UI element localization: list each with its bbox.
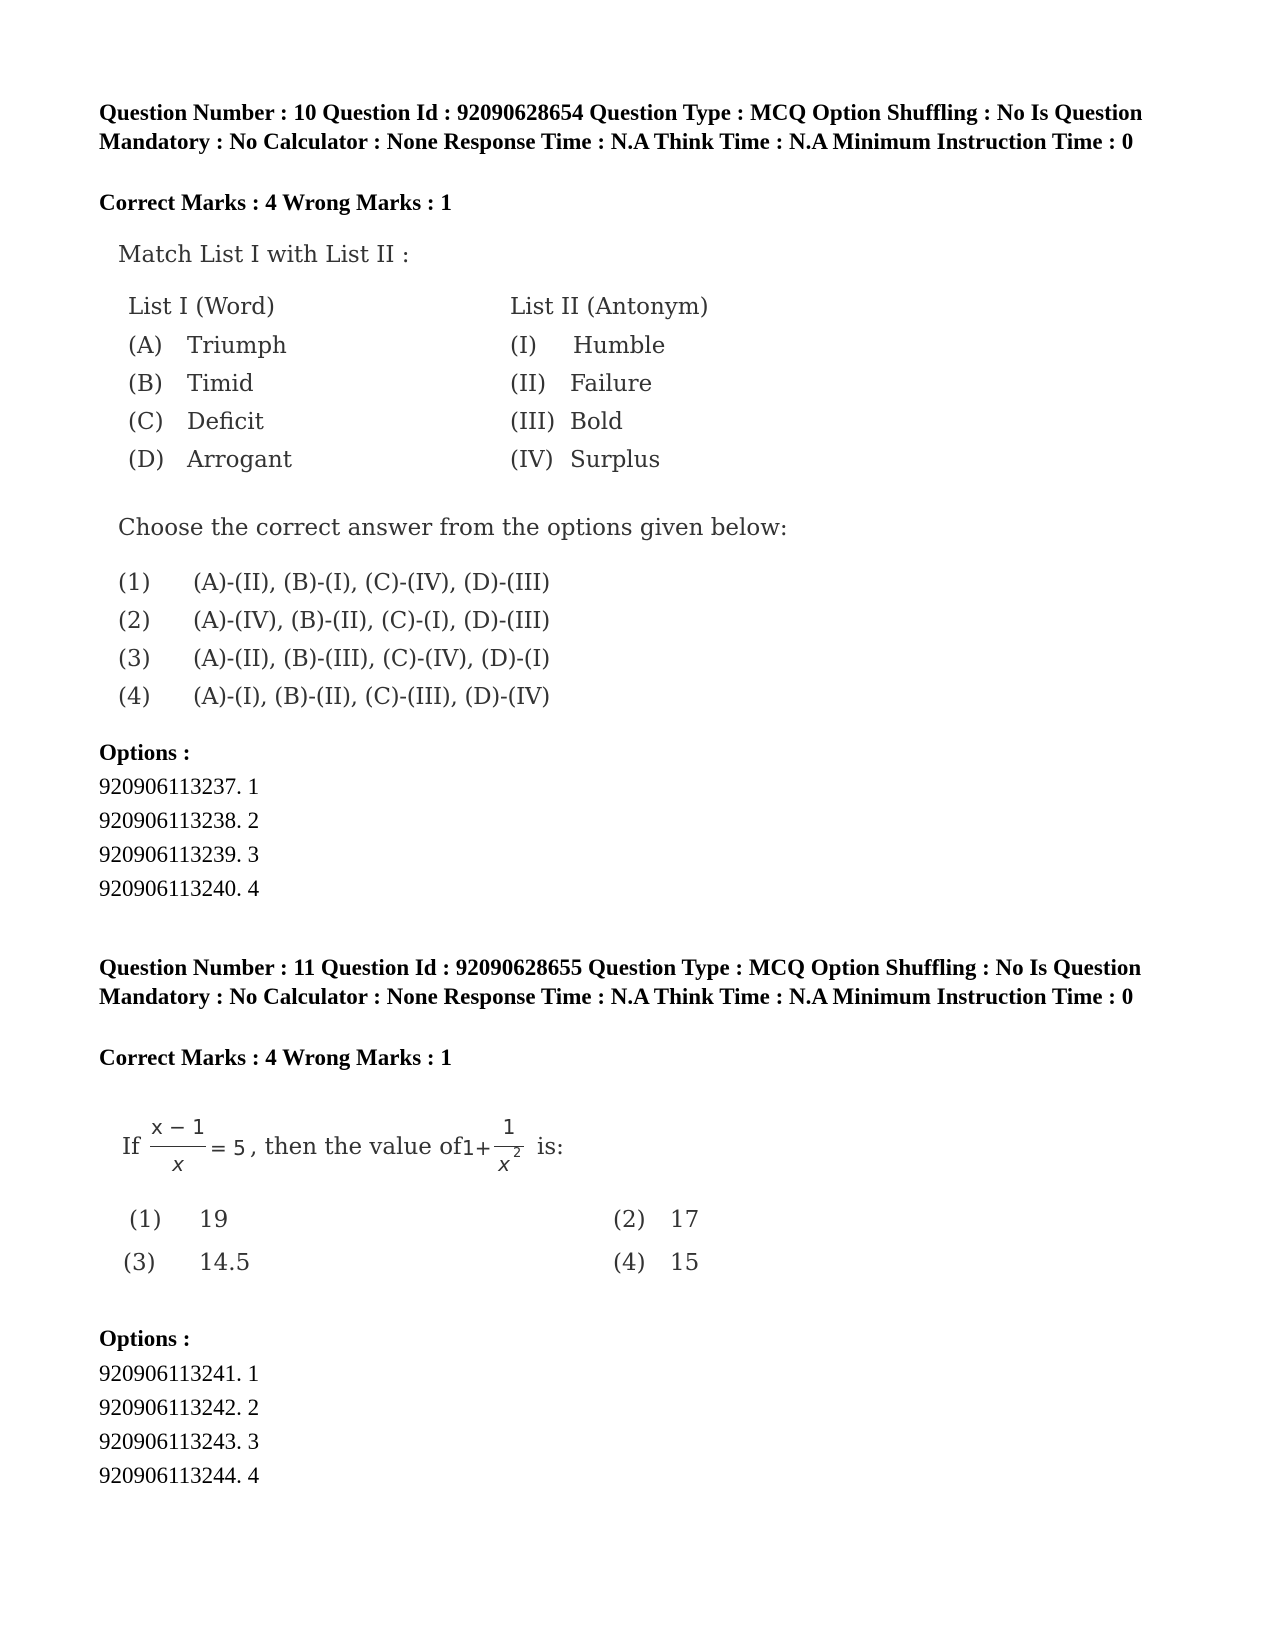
- option-line: 920906113238. 2: [99, 808, 260, 833]
- list1-tag: (A): [128, 333, 163, 359]
- equation-one-plus: 1+: [462, 1136, 492, 1160]
- answer-number: (2): [118, 608, 151, 634]
- answer-choice: 17: [670, 1207, 700, 1233]
- equation-equals: = 5: [210, 1136, 246, 1160]
- list2-item: Failure: [570, 371, 653, 397]
- list1-tag: (D): [128, 447, 165, 473]
- option-line: 920906113240. 4: [99, 876, 260, 901]
- option-line: 920906113244. 4: [99, 1463, 260, 1488]
- answer-number: (2): [613, 1207, 646, 1233]
- option-line: 920906113242. 2: [99, 1395, 260, 1420]
- option-line: 920906113241. 1: [99, 1361, 260, 1386]
- question-11-header: Question Number : 11 Question Id : 92090628655 Question Type : MCQ Option Shuffling : No Is Question Mandatory : No Calculator : None Response Time : N.A Think Time : N.A Minimum Instruction Time : 0: [99, 955, 1142, 1009]
- list1-title: List I (Word): [128, 294, 275, 320]
- list2-item: Surplus: [570, 447, 661, 473]
- question-10-marks: Correct Marks : 4 Wrong Marks : 1: [99, 190, 452, 215]
- equation-is: is:: [537, 1134, 564, 1160]
- answer-number: (4): [613, 1250, 646, 1276]
- option-line: 920906113239. 3: [99, 842, 260, 867]
- question-10-choose: Choose the correct answer from the options given below:: [118, 515, 788, 541]
- equation-then: , then the value of: [250, 1134, 462, 1160]
- answer-number: (4): [118, 684, 151, 710]
- option-line: 920906113237. 1: [99, 774, 260, 799]
- list1-item: Arrogant: [187, 447, 292, 473]
- question-10-prompt: Match List I with List II :: [118, 242, 410, 268]
- list2-tag: (III): [510, 409, 556, 435]
- answer-number: (3): [118, 646, 151, 672]
- question-11-options-label: Options :: [99, 1326, 191, 1351]
- list1-tag: (C): [128, 409, 164, 435]
- fraction-1-denominator: x: [172, 1152, 184, 1176]
- question-11-marks: Correct Marks : 4 Wrong Marks : 1: [99, 1045, 452, 1070]
- answer-choice: (A)-(II), (B)-(I), (C)-(IV), (D)-(III): [193, 570, 550, 596]
- fraction-2-denominator: x: [498, 1152, 510, 1176]
- answer-choice: (A)-(II), (B)-(III), (C)-(IV), (D)-(I): [193, 646, 550, 672]
- answer-number: (1): [129, 1207, 162, 1233]
- question-10-header: Question Number : 10 Question Id : 92090628654 Question Type : MCQ Option Shuffling : No Is Question Mandatory : No Calculator : None Response Time : N.A Think Time : N.A Minimum Instruction Time : 0: [99, 100, 1143, 154]
- fraction-2-numerator: 1: [502, 1115, 516, 1139]
- answer-choice: 19: [199, 1207, 229, 1233]
- answer-choice: (A)-(I), (B)-(II), (C)-(III), (D)-(IV): [193, 684, 550, 710]
- list1-item: Timid: [187, 371, 254, 397]
- list2-title: List II (Antonym): [510, 294, 709, 320]
- list1-item: Triumph: [187, 333, 287, 359]
- list2-item: Humble: [573, 333, 666, 359]
- answer-number: (3): [123, 1250, 156, 1276]
- fraction-1-bar: [150, 1146, 206, 1147]
- answer-number: (1): [118, 570, 151, 596]
- list1-item: Deficit: [187, 409, 264, 435]
- equation-if: If: [122, 1134, 140, 1160]
- fraction-2-exponent: 2: [513, 1146, 522, 1161]
- answer-choice: 14.5: [199, 1250, 251, 1276]
- fraction-1-numerator: x − 1: [150, 1115, 206, 1139]
- list2-tag: (II): [510, 371, 547, 397]
- answer-choice: (A)-(IV), (B)-(II), (C)-(I), (D)-(III): [193, 608, 550, 634]
- list2-item: Bold: [570, 409, 623, 435]
- list2-tag: (I): [510, 333, 538, 359]
- option-line: 920906113243. 3: [99, 1429, 260, 1454]
- list2-tag: (IV): [510, 447, 554, 473]
- answer-choice: 15: [670, 1250, 700, 1276]
- list1-tag: (B): [128, 371, 163, 397]
- question-10-options-label: Options :: [99, 740, 191, 765]
